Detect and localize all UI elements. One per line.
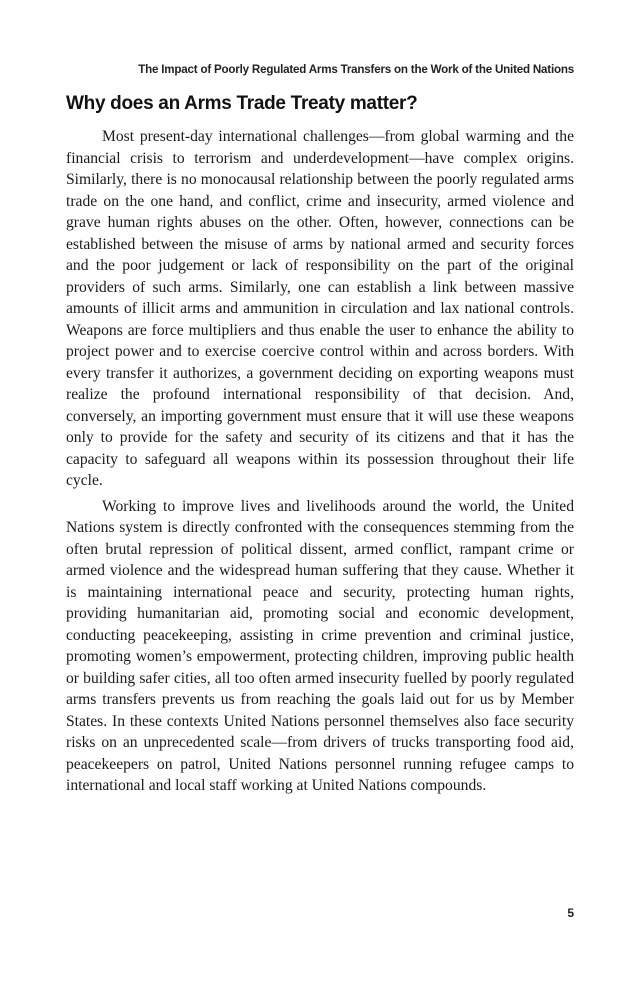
page-number: 5 — [567, 906, 574, 920]
body-text — [66, 126, 574, 801]
running-header: The Impact of Poorly Regulated Arms Transfers on the Work of the United Nations — [138, 63, 574, 76]
section-heading: Why does an Arms Trade Treaty matter? — [66, 93, 418, 114]
paragraph-2: Working to improve lives and livelihoods around the world, the United Nations system is directly confronted with the consequences stemming from the often brutal repression of political dissent, armed conflict, rampant crime or armed violence and the widespread human suffering that they cause. Whether it is maintaining international peace and security, protecting human rights, providing humanitarian aid, promoting social and economic development, conducting peacekeeping, assisting in crime prevention and criminal justice, promoting women’s empowerment, protecting children, improving public health or building safer cities, all too often armed insecurity fuelled by poorly regulated arms transfers prevents us from reaching the goals laid out for us by Member States. In these contexts United Nations personnel themselves also face security risks on an unprecedented scale—from drivers of trucks transporting food aid, peacekeepers on patrol, United Nations personnel running refugee camps to international and local staff working at United Nations compounds. — [66, 497, 574, 794]
paragraph-1: Most present-day international challenges—from global warming and the financial crisis to terrorism and underdevelopment—have complex origins. Similarly, there is no monocausal relationship between the poorly regulated arms trade on the one hand, and conflict, crime and insecurity, armed violence and grave human rights abuses on the other. Often, however, connections can be established between the misuse of arms by national armed and security forces and the poor judgement or lack of responsibility on the part of the original providers of such arms. Similarly, one can establish a link between massive amounts of illicit arms and ammunition in circulation and lax national controls. Weapons are force multipliers and thus enable the user to enhance the ability to project power and to exercise coercive control within and across borders. With every transfer it authorizes, a government deciding on exporting weapons must realize the profound international responsibility of that decision. And, conversely, an importing government must ensure that it will use these weapons only to provide for the safety and security of its citizens and that it has the capacity to safeguard all weapons within its possession throughout their life cycle. — [66, 128, 574, 489]
